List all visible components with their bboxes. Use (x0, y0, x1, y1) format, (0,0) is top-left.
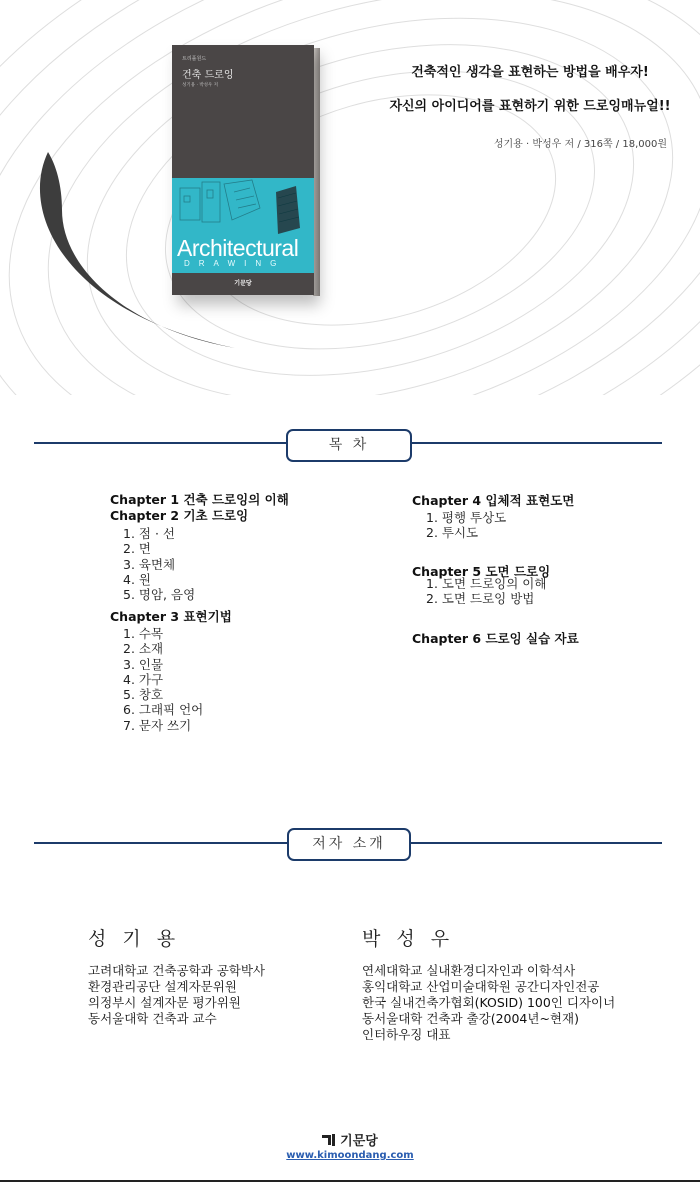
author-bio-line: 인터하우징 대표 (362, 1027, 451, 1042)
toc-item: 2. 면 (123, 541, 151, 557)
toc-chapter-2-list (123, 526, 195, 602)
author-2-bio (362, 963, 615, 1043)
toc-chapter-4: Chapter 4 입체적 표현도면 (412, 493, 575, 508)
toc-item: 2. 도면 드로잉 방법 (426, 591, 535, 607)
publisher-logo (0, 1130, 700, 1150)
toc-chapter-2: Chapter 2 기초 드로잉 (110, 508, 249, 523)
author-bio-line: 동서울대학 건축과 교수 (88, 1011, 217, 1026)
book-english-title: Architectural (177, 235, 299, 261)
toc-item: 1. 수목 (123, 626, 164, 641)
toc-item: 5. 명암, 음영 (123, 587, 196, 603)
toc-item: 5. 창호 (123, 687, 164, 703)
toc-chapter-3-list (123, 626, 203, 733)
tagline-primary: 건축적인 생각을 표현하는 방법을 배우자! (411, 65, 649, 80)
toc-item: 1. 점 · 선 (123, 526, 175, 541)
author-bio-line: 연세대학교 실내환경디자인과 이학석사 (362, 963, 576, 978)
toc-item: 4. 원 (123, 571, 151, 587)
publisher-website-link[interactable]: www.kimoondang.com (286, 1150, 414, 1161)
decorative-swirl-background (0, 0, 700, 395)
toc-item: 1. 평행 투상도 (426, 510, 507, 525)
book-english-subtitle: DRAWING (184, 259, 286, 268)
book-authors: 성기용 · 박성우 저 (182, 83, 219, 88)
toc-item: 3. 육면체 (123, 556, 176, 572)
authors-heading: 저자 소개 (287, 828, 411, 861)
book-series: 트리플원드 (182, 56, 207, 62)
hero-banner (0, 0, 700, 395)
book-cover-front (172, 45, 314, 295)
book-cover (172, 45, 314, 295)
book-cover-band (172, 178, 314, 273)
toc-heading: 목 차 (286, 429, 412, 462)
book-title: 건축 드로잉 (182, 70, 234, 81)
author-bio-line: 환경관리공단 설계자문위원 (88, 979, 237, 994)
publisher-logo-text: 기문당 (340, 1134, 378, 1149)
toc-item: 6. 그래픽 언어 (123, 702, 204, 718)
author-1-bio (88, 963, 265, 1027)
toc-item: 2. 투시도 (426, 525, 479, 541)
author-bio-line: 의정부시 설계자문 평가위원 (88, 995, 241, 1010)
toc-item: 1. 도면 드로잉의 이해 (426, 576, 547, 591)
author-1-name: 성 기 용 (88, 928, 181, 950)
author-2-name: 박 성 우 (362, 928, 455, 950)
publisher-logo-icon (322, 1134, 336, 1150)
book-meta-info: 성기용 · 박성우 저 / 316쪽 / 18,000원 (493, 139, 667, 150)
author-bio-line: 홍익대학교 산업미술대학원 공간디자인전공 (362, 979, 600, 994)
author-bio-line: 한국 실내건축가협회(KOSID) 100인 디자이너 (362, 995, 616, 1010)
toc-chapter-5: Chapter 5 도면 드로잉 (412, 564, 551, 579)
author-bio-line: 고려대학교 건축공학과 공학박사 (88, 963, 265, 978)
toc-item: 7. 문자 쓰기 (123, 717, 192, 733)
toc-chapter-6: Chapter 6 드로잉 실습 자료 (412, 631, 579, 646)
book-spine (313, 48, 320, 296)
toc-chapter-1: Chapter 1 건축 드로잉의 이해 (110, 492, 289, 507)
toc-item: 3. 인물 (123, 656, 164, 672)
book-publisher: 기문당 (234, 280, 252, 287)
toc-chapter-4-list (426, 510, 506, 541)
author-bio-line: 동서울대학 건축과 출강(2004년~현재) (362, 1011, 579, 1026)
toc-item: 4. 가구 (123, 671, 164, 687)
toc-chapter-5-list (426, 576, 546, 607)
tagline-secondary: 자신의 아이디어를 표현하기 위한 드로잉매뉴얼!! (389, 99, 671, 114)
toc-chapter-3: Chapter 3 표현기법 (110, 609, 232, 624)
toc-item: 2. 소재 (123, 641, 164, 657)
